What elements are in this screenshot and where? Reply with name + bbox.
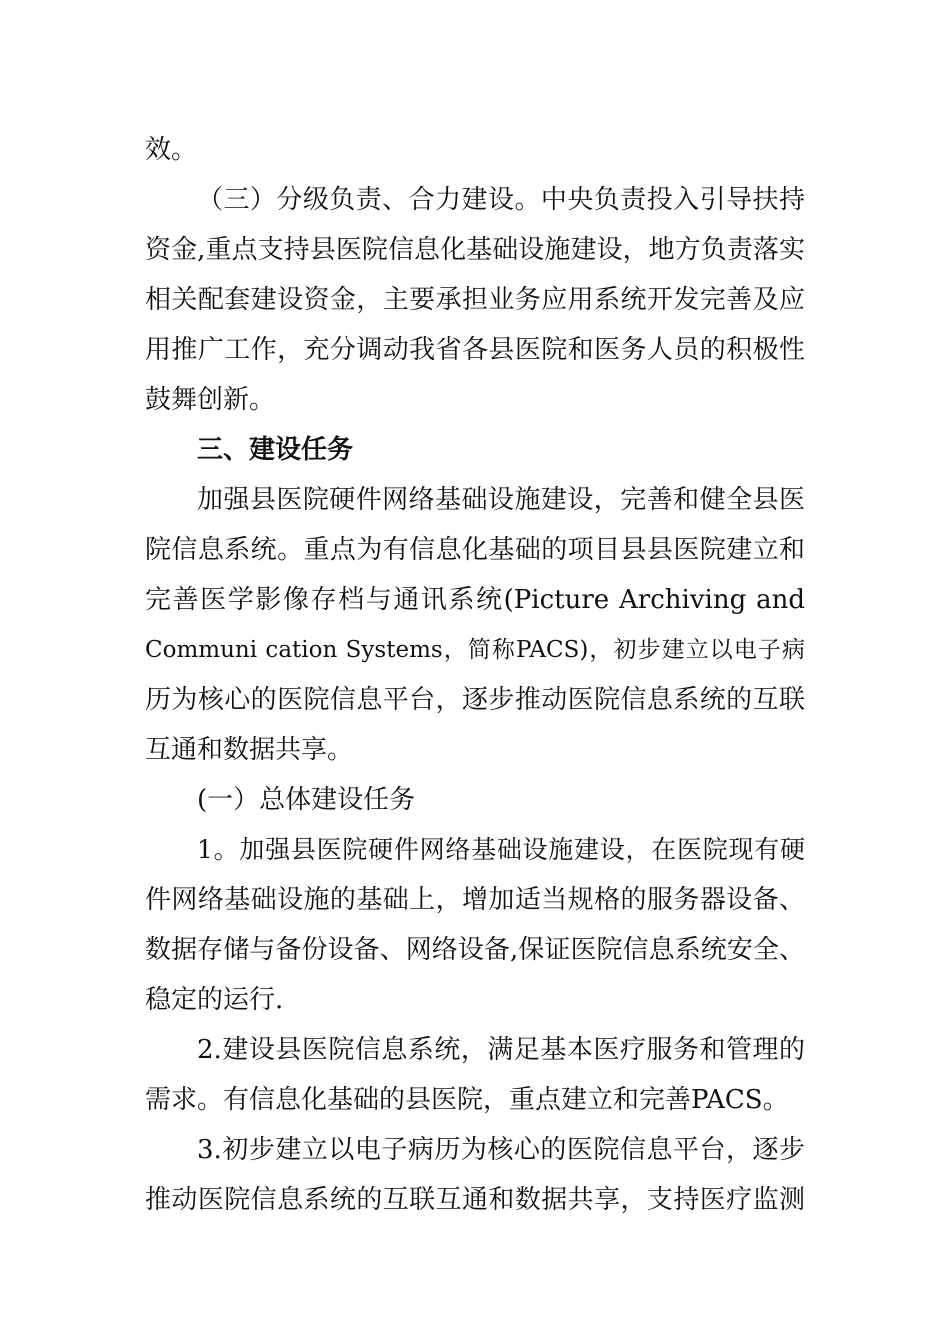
paragraph-line: 完善医学影像存档与通讯系统(Picture Archiving and <box>145 585 805 615</box>
paragraph-line: 数据存储与备份设备、网络设备,保证医院信息系统安全、 <box>145 935 805 965</box>
paragraph-line: 用推广工作，充分调动我省各县医院和医务人员的积极性 <box>145 335 805 365</box>
paragraph-line: 鼓舞创新。 <box>145 385 276 415</box>
paragraph-line: 效。 <box>145 135 198 165</box>
paragraph-line: （三）分级负责、合力建设。中央负责投入引导扶持 <box>197 185 805 215</box>
paragraph-line: Communi cation Systems，简称PACS)，初步建立以电子病 <box>145 637 805 663</box>
paragraph-line: 稳定的运行. <box>145 985 284 1015</box>
paragraph-line: 资金,重点支持县医院信息化基础设施建设，地方负责落实 <box>145 235 805 265</box>
paragraph-line: 互通和数据共享。 <box>145 735 354 765</box>
paragraph-line: 院信息系统。重点为有信息化基础的项目县县医院建立和 <box>145 535 805 565</box>
paragraph-line: 3.初步建立以电子病历为核心的医院信息平台，逐步 <box>197 1135 805 1165</box>
paragraph-line: 历为核心的医院信息平台，逐步推动医院信息系统的互联 <box>145 685 805 715</box>
paragraph-line: 1。加强县医院硬件网络基础设施建设，在医院现有硬 <box>197 835 805 864</box>
paragraph-line: 加强县医院硬件网络基础设施建设，完善和健全县医 <box>197 485 805 515</box>
paragraph-line: 件网络基础设施的基础上，增加适当规格的服务器设备、 <box>145 885 805 915</box>
paragraph-line: 2.建设县医院信息系统，满足基本医疗服务和管理的 <box>197 1035 805 1065</box>
paragraph-line: 需求。有信息化基础的县医院，重点建立和完善PACS。 <box>145 1085 789 1115</box>
paragraph-line: 相关配套建设资金，主要承担业务应用系统开发完善及应 <box>145 285 805 315</box>
subsection-heading: (一）总体建设任务 <box>197 785 416 815</box>
section-heading: 三、建设任务 <box>197 435 354 465</box>
paragraph-line: 推动医院信息系统的互联互通和数据共享，支持医疗监测 <box>145 1185 805 1215</box>
